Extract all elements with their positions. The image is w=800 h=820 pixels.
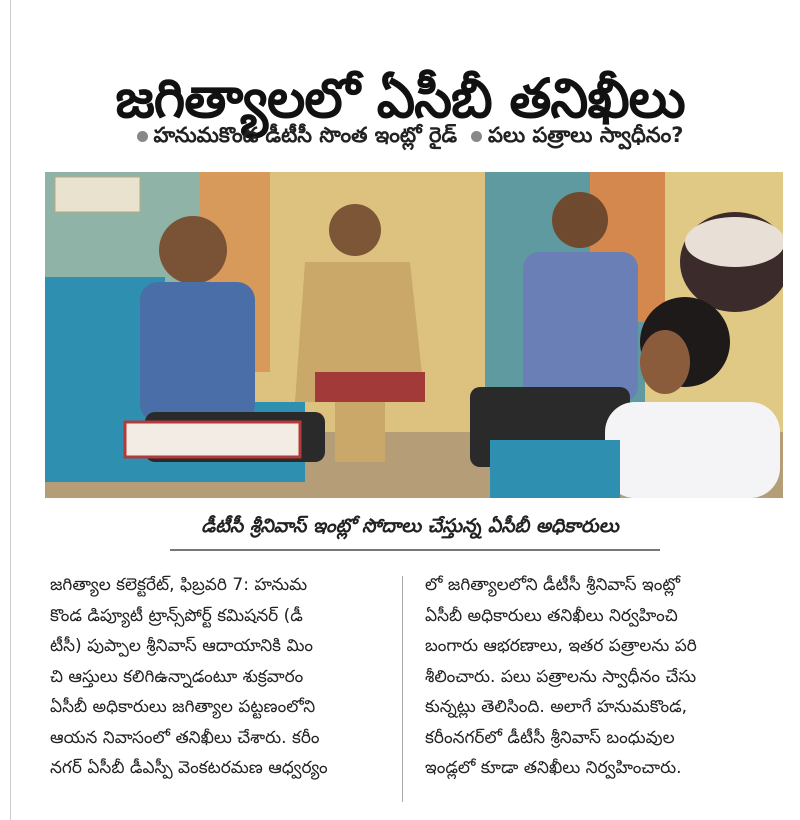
subheadlines xyxy=(40,118,780,158)
subhead-item-raid xyxy=(137,123,457,153)
body-line: కరీంనగర్‌లో డీటీసీ శ్రీనివాస్ బంధువుల xyxy=(425,727,675,748)
body-column-left xyxy=(50,570,385,784)
headline: జగిత్యాలలో ఏసీబీ తనిఖీలు xyxy=(115,67,685,131)
caption-underline xyxy=(170,549,660,551)
page-edge-rule xyxy=(10,0,11,820)
body-line: శీలించారు. పలు పత్రాలను స్వాధీనం చేసు xyxy=(425,666,697,687)
body-line: టీసీ) పుప్పాల శ్రీనివాస్ ఆదాయానికి మిం xyxy=(50,636,314,656)
body-line: కున్నట్లు తెలిసింది. అలాగే హనుమకొండ, xyxy=(425,697,688,717)
body-column-right xyxy=(425,570,760,784)
body-line: కొండ డిప్యూటీ ట్రాన్స్‌పోర్ట్ కమిషనర్ (డీ xyxy=(50,605,303,626)
bullet-icon xyxy=(137,131,148,142)
column-divider xyxy=(402,576,403,802)
body-line: నగర్ ఏసీబీ డీఎస్పీ వెంకటరమణ ఆధ్వర్యం xyxy=(50,758,328,778)
body-line: జగిత్యాల కలెక్టరేట్, ఫిబ్రవరి 7: హనుమ xyxy=(50,575,308,595)
body-line: ఏసీబీ అధికారులు జగిత్యాల పట్టణంలోని xyxy=(50,697,316,717)
body-line: ఆయన నివాసంలో తనిఖీలు చేశారు. కరీం xyxy=(50,727,320,748)
body-line: బంగారు ఆభరణాలు, ఇతర పత్రాలను పరి xyxy=(425,636,697,656)
body-line: చి ఆస్తులు కలిగిఉన్నాడంటూ శుక్రవారం xyxy=(50,666,304,687)
subhead-documents-text: పలు పత్రాలు స్వాధీనం? xyxy=(488,123,684,147)
photo-illustration xyxy=(45,172,783,498)
subhead-raid-text: హనుమకొండ డీటీసీ సొంత ఇంట్లో రైడ్ xyxy=(153,123,458,147)
subhead-item-documents xyxy=(471,123,683,153)
news-photo xyxy=(45,172,783,498)
bullet-icon xyxy=(471,131,482,142)
body-line: ఏసీబీ అధికారులు తనిఖీలు నిర్వహించి xyxy=(425,605,678,626)
body-line: లో జగిత్యాలలోని డీటీసీ శ్రీనివాస్ ఇంట్లో xyxy=(425,575,680,595)
body-line: ఇండ్లలో కూడా తనిఖీలు నిర్వహించారు. xyxy=(425,758,682,778)
photo-caption: డీటీసీ శ్రీనివాస్ ఇంట్లో సోదాలు చేస్తున్న ఏసీబీ అధికారులు xyxy=(201,515,619,537)
